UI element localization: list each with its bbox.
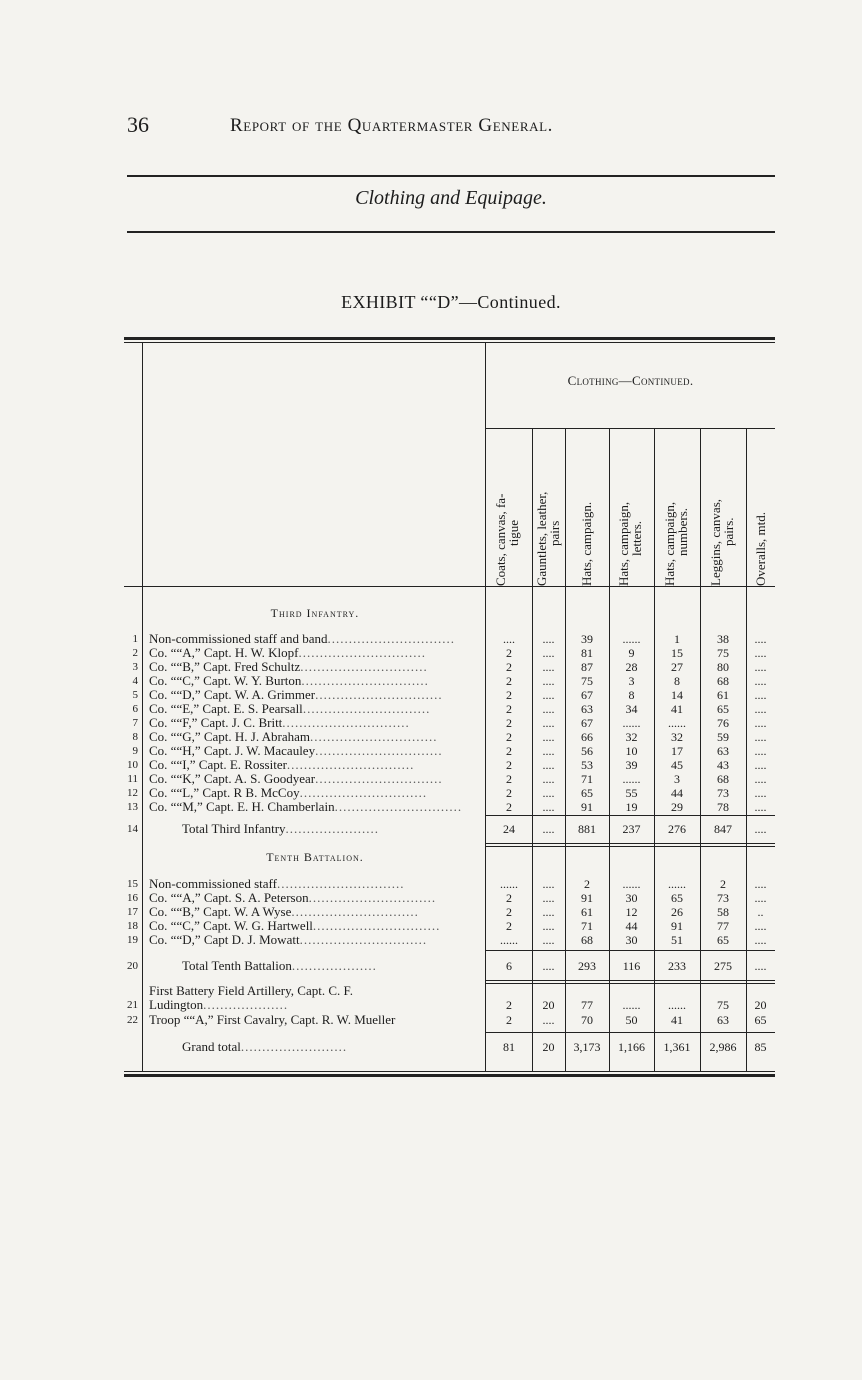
- table-row: [124, 877, 775, 891]
- row-cell: ....: [754, 632, 767, 646]
- row-cell: 71: [581, 919, 593, 933]
- row-label: Co. ““A,” Capt. S. A. Peterson..............................: [149, 891, 437, 905]
- row-cell: ....: [542, 730, 555, 744]
- row-cell: 32: [671, 730, 683, 744]
- row-number: 13: [127, 801, 138, 813]
- row-cell: 19: [625, 800, 638, 814]
- row-cell: 76: [717, 716, 729, 730]
- row-cell: 65: [581, 786, 593, 800]
- row-number: 11: [127, 773, 138, 785]
- row-label: Co. ““I,” Capt. E. Rossiter..............................: [149, 758, 415, 772]
- total-rule-third-b: [486, 846, 775, 847]
- row-cell: 44: [625, 919, 638, 933]
- col-head-leggins: Leggins, canvas, pairs.: [708, 498, 736, 586]
- col-head-gauntlets: Gauntlets, leather, pairs: [534, 491, 562, 586]
- col-head-coats: Coats, canvas, fa- tigue: [493, 493, 521, 586]
- row-cell: 67: [581, 688, 593, 702]
- row-number: 18: [127, 920, 138, 932]
- row-cell: 59: [717, 730, 729, 744]
- row-cell: ....: [542, 674, 555, 688]
- table-top-rule: [124, 337, 775, 340]
- row-cell: 67: [581, 716, 593, 730]
- row-cell: 17: [671, 744, 683, 758]
- row-label: Co. ““G,” Capt. H. J. Abraham..............................: [149, 730, 438, 744]
- row-cell: 12: [625, 905, 638, 919]
- table-row: [124, 891, 775, 905]
- row-cell: 43: [717, 758, 729, 772]
- row-cell: 71: [581, 772, 593, 786]
- table-row: [124, 688, 775, 702]
- row-cell: ......: [622, 632, 641, 646]
- row-cell: 2: [584, 877, 590, 891]
- row-cell: 2: [506, 688, 512, 702]
- row-cell: ....: [542, 905, 555, 919]
- row-cell: ......: [622, 772, 641, 786]
- row-number: 16: [127, 892, 138, 904]
- table-row: [124, 646, 775, 660]
- row-label: Co. ““B,” Capt. Fred Schultz..............................: [149, 660, 428, 674]
- row-cell: ....: [754, 660, 767, 674]
- row-cell: ....: [754, 772, 767, 786]
- row-number: 10: [127, 759, 138, 771]
- row-cell: 2: [506, 786, 512, 800]
- row-cell: 3: [674, 772, 680, 786]
- subtotal-rule-tenth: [486, 950, 775, 951]
- row-label: Co. ““L,” Capt. R B. McCoy..............................: [149, 786, 428, 800]
- row-cell: 75: [717, 646, 729, 660]
- row-label: Co. ““D,” Capt. W. A. Grimmer..............................: [149, 688, 443, 702]
- table-bottom-rule-thin: [124, 1071, 775, 1072]
- row-cell: 51: [671, 933, 683, 947]
- row-cell: ....: [754, 800, 767, 814]
- grand-total-rule: [486, 1032, 775, 1033]
- row-cell: 61: [581, 905, 593, 919]
- row-cell: 1: [674, 632, 680, 646]
- col-head-overalls: Overalls, mtd.: [753, 511, 768, 586]
- table-row: [124, 674, 775, 688]
- row-cell: 75: [581, 674, 593, 688]
- row-cell: 10: [625, 744, 638, 758]
- row-cell: 2: [506, 702, 512, 716]
- row-cell: 63: [717, 744, 729, 758]
- row-cell: 32: [625, 730, 638, 744]
- col-head-hats-numbers: Hats, campaign, numbers.: [662, 501, 690, 586]
- row-cell: ....: [754, 786, 767, 800]
- row-cell: 68: [581, 933, 593, 947]
- clothing-group-header: Clothing—Continued.: [567, 373, 694, 388]
- column-header-rule: [124, 586, 775, 587]
- table-row: [124, 744, 775, 758]
- table-row: [124, 702, 775, 716]
- row-cell: 30: [625, 933, 638, 947]
- row-cell: ....: [542, 758, 555, 772]
- row-cell: 2: [506, 891, 512, 905]
- row-cell: 73: [717, 891, 729, 905]
- section-title: Clothing and Equipage.: [355, 187, 547, 209]
- row-cell: 77: [717, 919, 729, 933]
- row-cell: ....: [754, 716, 767, 730]
- row-number: 15: [127, 878, 138, 890]
- row-label: Co. ““H,” Capt. J. W. Macauley..............................: [149, 744, 443, 758]
- row-cell: 44: [671, 786, 683, 800]
- row-cell: 38: [717, 632, 729, 646]
- row-cell: 78: [717, 800, 729, 814]
- row-label: Co. ““F,” Capt. J. C. Britt..............................: [149, 716, 410, 730]
- row-cell: 2: [506, 674, 512, 688]
- row-label: Co. ““B,” Capt. W. A Wyse..............................: [149, 905, 419, 919]
- row-number: 3: [132, 661, 138, 673]
- row-cell: ....: [542, 688, 555, 702]
- row-cell: ....: [542, 919, 555, 933]
- row-cell: 27: [671, 660, 683, 674]
- row-label: Co. ““D,” Capt D. J. Mowatt..............................: [149, 933, 428, 947]
- row-number: 8: [132, 731, 138, 743]
- row-label: Co. ““C,” Capt. W. G. Hartwell..............................: [149, 919, 441, 933]
- col-head-hats-letters: Hats, campaign, letters.: [616, 501, 644, 586]
- row-cell: 63: [581, 702, 593, 716]
- row-cell: 58: [717, 905, 729, 919]
- row-cell: ....: [542, 891, 555, 905]
- row-cell: 39: [581, 632, 593, 646]
- row-number: 19: [127, 934, 138, 946]
- row-cell: 65: [717, 933, 729, 947]
- row-cell: 2: [506, 744, 512, 758]
- row-label: Non-commissioned staff..............................: [149, 877, 405, 891]
- row-cell: ....: [754, 758, 767, 772]
- row-cell: 3: [628, 674, 635, 688]
- row-cell: ....: [542, 933, 555, 947]
- row-cell: 2: [720, 877, 726, 891]
- row-cell: 34: [625, 702, 638, 716]
- table-row: [124, 758, 775, 772]
- row-cell: ....: [503, 632, 515, 646]
- grand-total-row: Grand total......................... 81 20 3,173 1,166 1,361 2,986 85: [182, 1040, 767, 1054]
- row-cell: ....: [754, 919, 767, 933]
- table-row: [124, 800, 775, 814]
- table-row: [124, 933, 775, 947]
- row-cell: 80: [717, 660, 729, 674]
- row-cell: ....: [542, 716, 555, 730]
- row-cell: 2: [506, 800, 512, 814]
- row-cell: 2: [506, 758, 512, 772]
- row-cell: ....: [754, 744, 767, 758]
- row-label: Co. ““E,” Capt. E. S. Pearsall..............................: [149, 702, 431, 716]
- table-top-rule-thin: [124, 342, 775, 343]
- header-rule-top: [127, 175, 775, 177]
- table-row: [124, 905, 775, 919]
- row-number: 4: [132, 675, 138, 687]
- row-cell: ....: [754, 674, 767, 688]
- row-cell: ......: [668, 716, 686, 730]
- row-cell: 39: [625, 758, 638, 772]
- row-cell: 14: [671, 688, 683, 702]
- row-label: Co. ““A,” Capt. H. W. Klopf..............................: [149, 646, 426, 660]
- row-cell: 91: [581, 891, 593, 905]
- table-row-cavalry: 22 Troop ““A,” First Cavalry, Capt. R. W. Mueller 2 .... 70 50 41 63 65: [127, 1013, 767, 1027]
- page-header: [127, 112, 775, 142]
- row-cell: ....: [542, 786, 555, 800]
- row-cell: 61: [717, 688, 729, 702]
- row-cell: 2: [506, 919, 512, 933]
- row-cell: 29: [671, 800, 683, 814]
- table-row-artillery: 21 First Battery Field Artillery, Capt. C. F. Ludington.................... 2 20 77 ...... ...... 75 20: [127, 984, 767, 1012]
- table-row: [124, 919, 775, 933]
- row-cell: ......: [622, 877, 641, 891]
- total-row-third-infantry: 14 Total Third Infantry...................... 24 .... 881 237 276 847 ....: [127, 822, 767, 836]
- row-number: 1: [132, 633, 138, 645]
- row-cell: 73: [717, 786, 729, 800]
- row-cell: ....: [542, 800, 555, 814]
- header-rule-bottom: [127, 231, 775, 233]
- row-number: 2: [132, 647, 138, 659]
- row-cell: ......: [622, 716, 641, 730]
- row-cell: 53: [581, 758, 593, 772]
- row-cell: 15: [671, 646, 683, 660]
- table-row: [124, 632, 775, 646]
- table-row: [124, 716, 775, 730]
- row-cell: ....: [754, 646, 767, 660]
- row-label: Non-commissioned staff and band..............................: [149, 632, 455, 646]
- row-cell: ....: [542, 877, 555, 891]
- table-row: [124, 772, 775, 786]
- row-cell: 2: [506, 905, 512, 919]
- col-head-hats-campaign: Hats, campaign.: [579, 501, 594, 586]
- row-cell: ....: [754, 933, 767, 947]
- row-cell: ....: [754, 730, 767, 744]
- row-cell: 30: [625, 891, 638, 905]
- row-cell: 41: [671, 702, 683, 716]
- row-cell: 81: [581, 646, 593, 660]
- row-cell: ......: [500, 877, 518, 891]
- row-cell: ....: [754, 702, 767, 716]
- row-number: 5: [132, 689, 138, 701]
- row-number: 12: [127, 787, 138, 799]
- total-rule-tenth-a: [486, 980, 775, 981]
- row-cell: ......: [500, 933, 518, 947]
- table-row: [124, 786, 775, 800]
- table-row: [124, 660, 775, 674]
- row-cell: 68: [717, 674, 729, 688]
- row-cell: 2: [506, 660, 512, 674]
- row-cell: 66: [581, 730, 593, 744]
- row-cell: 87: [581, 660, 593, 674]
- total-rule-third-a: [486, 843, 775, 844]
- row-cell: 2: [506, 646, 512, 660]
- row-cell: ....: [542, 646, 555, 660]
- row-cell: ....: [542, 702, 555, 716]
- row-cell: ....: [542, 660, 555, 674]
- row-cell: ....: [542, 744, 555, 758]
- group-header-rule: [486, 428, 775, 429]
- row-cell: 45: [671, 758, 683, 772]
- row-cell: ..: [757, 905, 764, 919]
- row-cell: 65: [717, 702, 729, 716]
- row-number: 9: [132, 745, 138, 757]
- subtotal-rule-third: [486, 815, 775, 816]
- row-cell: ....: [542, 772, 555, 786]
- page-number: 36: [127, 112, 149, 137]
- row-cell: 55: [625, 786, 638, 800]
- row-cell: ....: [754, 891, 767, 905]
- group-title-tenth-battalion: Tenth Battalion.: [266, 850, 364, 864]
- row-cell: 68: [717, 772, 729, 786]
- row-cell: 9: [628, 646, 635, 660]
- table-row: [124, 730, 775, 744]
- row-cell: 28: [625, 660, 638, 674]
- total-row-tenth-battalion: 20 Total Tenth Battalion.................... 6 .... 293 116 233 275 ....: [127, 959, 767, 973]
- row-cell: ....: [754, 688, 767, 702]
- row-number: 7: [132, 717, 138, 729]
- row-number: 6: [132, 703, 138, 715]
- row-cell: 8: [674, 674, 680, 688]
- row-cell: ......: [668, 877, 686, 891]
- row-label: Co. ““C,” Capt. W. Y. Burton..............................: [149, 674, 429, 688]
- row-cell: ....: [542, 632, 555, 646]
- running-title: Report of the Quartermaster General.: [230, 115, 553, 136]
- row-cell: 2: [506, 772, 512, 786]
- row-number: 17: [127, 906, 138, 918]
- row-cell: 2: [506, 716, 512, 730]
- row-cell: 26: [671, 905, 683, 919]
- table-bottom-rule: [124, 1074, 775, 1077]
- row-label: Co. ““K,” Capt. A. S. Goodyear..............................: [149, 772, 443, 786]
- group-title-third-infantry: Third Infantry.: [270, 606, 360, 620]
- row-label: Co. ““M,” Capt. E. H. Chamberlain..............................: [149, 800, 463, 814]
- row-cell: 2: [506, 730, 512, 744]
- exhibit-title: EXHIBIT ““D”—Continued.: [341, 292, 561, 312]
- row-cell: 8: [628, 688, 635, 702]
- row-cell: 65: [671, 891, 683, 905]
- row-cell: 56: [581, 744, 593, 758]
- row-cell: 91: [581, 800, 593, 814]
- row-cell: 91: [671, 919, 683, 933]
- row-cell: ....: [754, 877, 767, 891]
